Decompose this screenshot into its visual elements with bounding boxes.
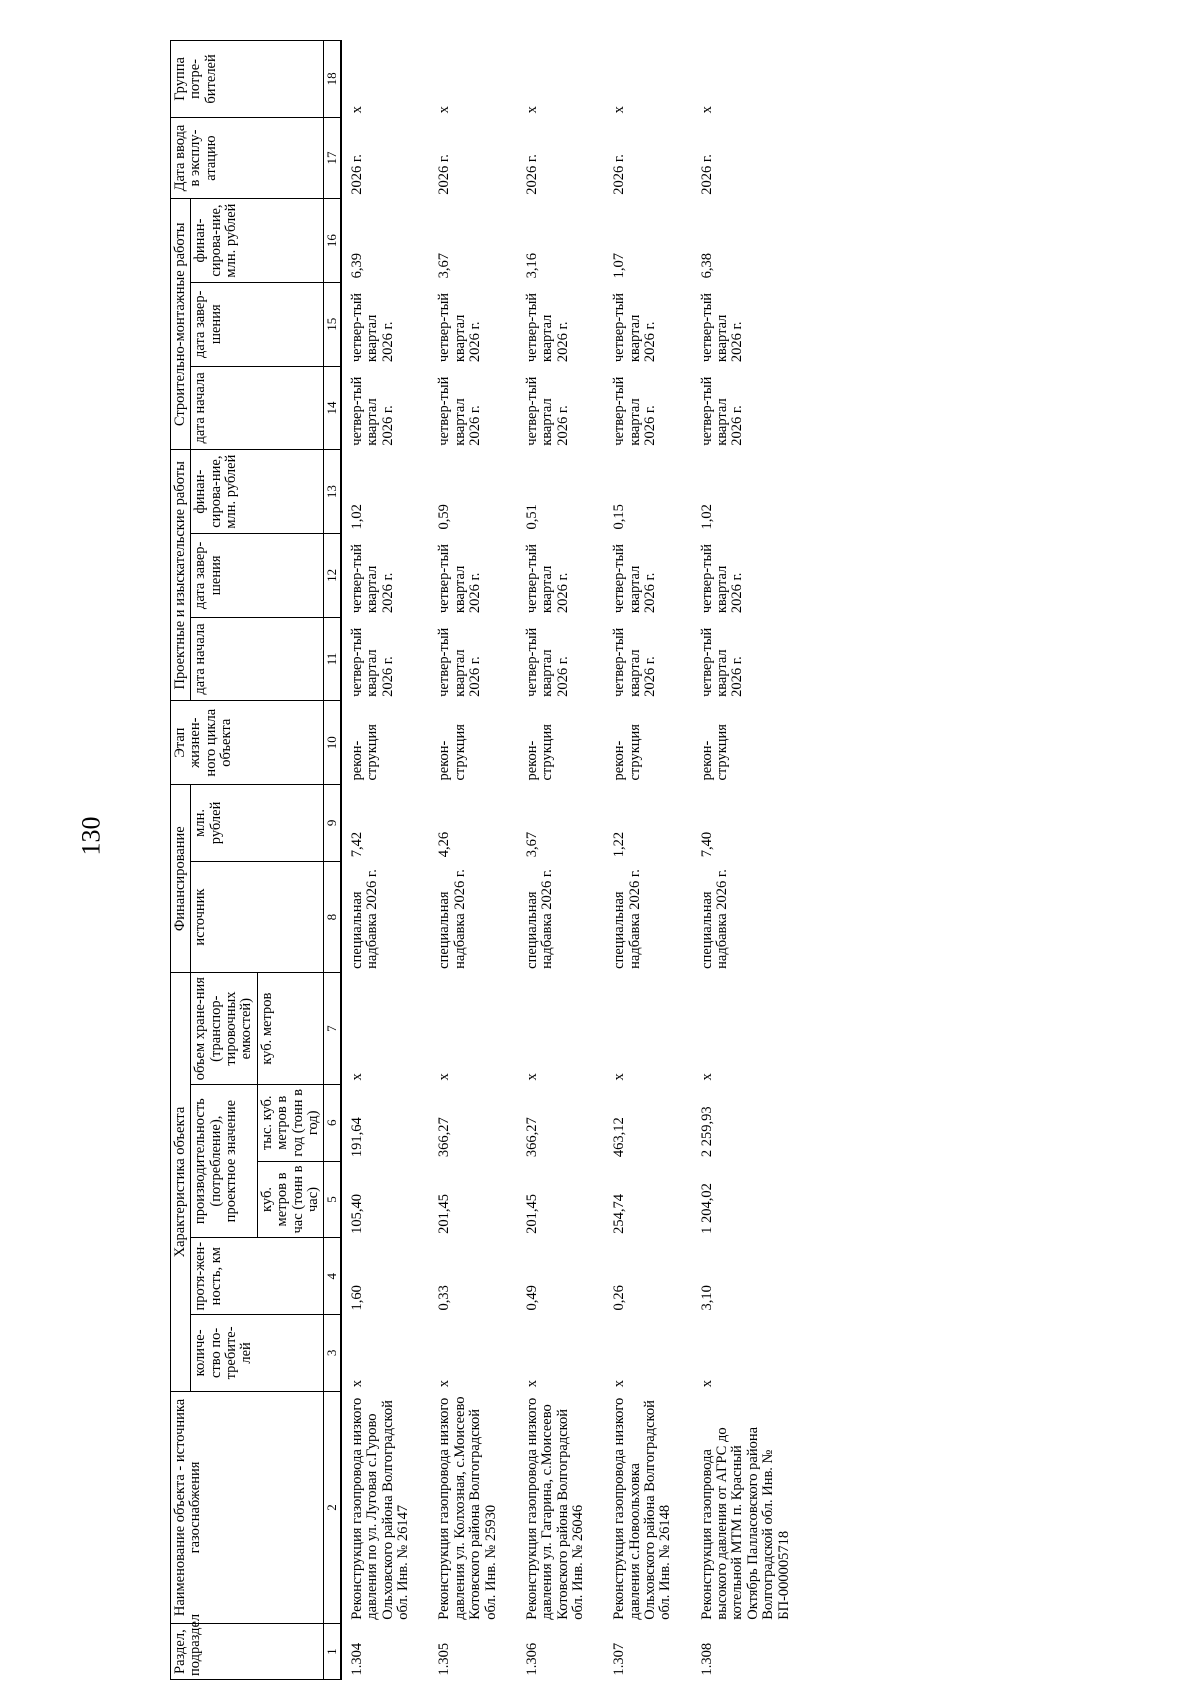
- cell-per-hour: 201,45: [523, 1193, 540, 1234]
- cell-storage: x: [436, 1073, 453, 1081]
- header-consumers-count: количе-ство по-требите-лей: [191, 1315, 324, 1392]
- cell-design-fin: 1,02: [349, 504, 365, 530]
- column-number: 18: [324, 41, 341, 118]
- header-per-hour: куб. метров в час (тонн в час): [257, 1161, 323, 1238]
- cell-source: специальная надбавка 2026 г.: [436, 869, 468, 969]
- header-construction-start: дата начала: [191, 366, 324, 450]
- table-header: [171, 41, 342, 1680]
- header-section: Раздел, подраздел: [171, 1624, 324, 1680]
- cell-length: 0,26: [611, 1285, 628, 1311]
- cell-commission-date: 2026 г.: [698, 154, 715, 195]
- header-source: источник: [191, 861, 324, 973]
- header-storage-unit: куб. метров: [257, 973, 323, 1085]
- cell-object-name: Реконструкция газопровода низкого давления ул. Колхозная, с.Моисеево Котовского района Волгоградской обл. Инв. № 25930: [436, 1396, 499, 1620]
- cell-length: 0,49: [523, 1285, 540, 1311]
- cell-construction-start: четвер-тый квартал 2026 г.: [523, 376, 571, 446]
- cell-per-hour: 1 204,02: [698, 1183, 715, 1234]
- header-design-end: дата завер-шения: [191, 533, 324, 617]
- cell-source: специальная надбавка 2026 г.: [523, 869, 556, 969]
- cell-source: специальная надбавка 2026 г.: [349, 869, 381, 969]
- cell-per-year: 366,27: [523, 1117, 540, 1158]
- cell-construction-end: четвер-тый квартал 2026 г.: [349, 292, 396, 363]
- column-number: 4: [324, 1238, 341, 1315]
- cell-construction-start: четвер-тый квартал 2026 г.: [698, 376, 746, 446]
- cell-storage: x: [611, 1073, 628, 1081]
- cell-per-hour: 201,45: [436, 1193, 453, 1234]
- cell-consumers: x: [349, 1380, 365, 1388]
- cell-construction-start: четвер-тый квартал 2026 г.: [611, 376, 659, 446]
- cell-construction-end: четвер-тый квартал 2026 г.: [611, 292, 659, 363]
- header-construction-end: дата завер-шения: [191, 282, 324, 366]
- cell-design-start: четвер-тый квартал 2026 г.: [698, 627, 746, 697]
- cell-lifecycle-stage: рекон-струкция: [349, 724, 381, 781]
- page-number: 130: [76, 816, 106, 856]
- cell-object-name: Реконструкция газопровода низкого давления ул. Гагарина, с.Моисеево Котовского района Волгоградской обл. Инв. № 26046: [523, 1397, 586, 1620]
- header-commission-date: Дата ввода в эксплу-атацию: [171, 117, 324, 198]
- cell-design-end: четвер-тый квартал 2026 г.: [436, 543, 484, 614]
- header-lifecycle: Этап жизнен-ного цикла объекта: [171, 701, 324, 785]
- cell-financing-mln: 7,40: [698, 831, 715, 858]
- cell-construction-fin: 6,39: [349, 253, 365, 279]
- cell-storage: x: [349, 1073, 365, 1081]
- column-number: 15: [324, 282, 341, 366]
- cell-consumers: x: [698, 1380, 715, 1388]
- header-construction-fin: финан-сирова-ние, млн. рублей: [191, 199, 324, 283]
- cell-source: специальная надбавка 2026 г.: [611, 869, 643, 969]
- cell-storage: x: [523, 1073, 540, 1081]
- cell-design-end: четвер-тый квартал 2026 г.: [523, 543, 571, 614]
- cell-financing-mln: 4,26: [436, 831, 453, 858]
- cell-section-id: 1.307: [611, 1642, 628, 1676]
- cell-lifecycle-stage: рекон-струкция: [698, 724, 731, 781]
- cell-consumer-group: x: [436, 106, 453, 114]
- cell-construction-fin: 6,38: [698, 253, 715, 279]
- table-row: [692, 41, 810, 1680]
- cell-per-year: 366,27: [436, 1117, 453, 1158]
- cell-commission-date: 2026 г.: [349, 154, 365, 195]
- column-number: 17: [324, 117, 341, 198]
- cell-lifecycle-stage: рекон-струкция: [611, 724, 643, 781]
- cell-per-year: 191,64: [349, 1117, 365, 1158]
- cell-design-end: четвер-тый квартал 2026 г.: [349, 543, 396, 614]
- cell-construction-end: четвер-тый квартал 2026 г.: [436, 292, 484, 363]
- cell-consumer-group: x: [349, 106, 365, 114]
- header-storage: объем хране-ния (транспор-тировочных емкостей): [191, 973, 257, 1085]
- cell-financing-mln: 7,42: [349, 831, 365, 858]
- cell-consumer-group: x: [698, 106, 715, 114]
- cell-length: 1,60: [349, 1285, 365, 1311]
- header-design-fin: финан-сирова-ние, млн. рублей: [191, 450, 324, 534]
- table-row: [341, 41, 429, 1680]
- rotated-table-container: [170, 40, 1200, 1680]
- cell-per-year: 2 259,93: [698, 1106, 715, 1158]
- cell-per-year: 463,12: [611, 1117, 628, 1158]
- cell-object-name: Реконструкция газопровода высокого давления от АГРС до котельной МТМ п. Красный Октябрь Палласовского района Волгоградской обл. Инв. № БП-000005718: [698, 1426, 792, 1620]
- cell-commission-date: 2026 г.: [436, 154, 453, 195]
- cell-design-start: четвер-тый квартал 2026 г.: [611, 627, 659, 697]
- cell-design-start: четвер-тый квартал 2026 г.: [436, 627, 484, 697]
- column-number: 1: [324, 1624, 341, 1680]
- cell-lifecycle-stage: рекон-струкция: [523, 724, 556, 781]
- header-characteristics: Характеристика объекта: [171, 973, 191, 1391]
- cell-section-id: 1.305: [436, 1642, 453, 1676]
- column-number: 7: [324, 973, 341, 1085]
- cell-construction-end: четвер-тый квартал 2026 г.: [698, 292, 746, 363]
- cell-object-name: Реконструкция газопровода низкого давления с.Новоольховка Ольховского района Волгоградской обл. Инв. № 26148: [611, 1397, 674, 1620]
- cell-design-start: четвер-тый квартал 2026 г.: [523, 627, 571, 697]
- cell-financing-mln: 1,22: [611, 831, 628, 858]
- column-number: 14: [324, 366, 341, 450]
- gas-objects-table: [170, 40, 810, 1680]
- cell-source: специальная надбавка 2026 г.: [698, 869, 731, 969]
- cell-construction-fin: 1,07: [611, 253, 628, 279]
- header-financing: Финансирование: [171, 785, 191, 973]
- header-design-works: Проектные и изыскательские работы: [171, 450, 191, 701]
- header-design-start: дата начала: [191, 617, 324, 701]
- cell-section-id: 1.304: [349, 1642, 365, 1676]
- cell-lifecycle-stage: рекон-струкция: [436, 724, 468, 781]
- column-number: 12: [324, 533, 341, 617]
- column-number: 13: [324, 450, 341, 534]
- cell-commission-date: 2026 г.: [523, 154, 540, 195]
- cell-construction-end: четвер-тый квартал 2026 г.: [523, 292, 571, 363]
- cell-design-end: четвер-тый квартал 2026 г.: [611, 543, 659, 614]
- cell-consumer-group: x: [611, 106, 628, 114]
- cell-object-name: Реконструкция газопровода низкого давления по ул. Луговая с.Гурово Ольховского района Волгоградской обл. Инв. № 26147: [349, 1397, 412, 1620]
- cell-per-hour: 105,40: [349, 1193, 365, 1234]
- column-numbers-row: [324, 41, 341, 1680]
- cell-section-id: 1.306: [523, 1642, 540, 1676]
- column-number: 9: [324, 785, 341, 862]
- cell-consumers: x: [611, 1380, 628, 1388]
- cell-construction-start: четвер-тый квартал 2026 г.: [436, 376, 484, 446]
- cell-design-start: четвер-тый квартал 2026 г.: [349, 627, 396, 697]
- column-number: 11: [324, 617, 341, 701]
- cell-consumers: x: [436, 1380, 453, 1388]
- cell-financing-mln: 3,67: [523, 831, 540, 858]
- table-body: [341, 41, 810, 1680]
- header-consumer-group: Группа потре-бителей: [171, 41, 324, 118]
- cell-consumer-group: x: [523, 106, 540, 114]
- header-name: Наименование объекта - источника газоснабжения: [171, 1391, 324, 1623]
- cell-storage: x: [698, 1073, 715, 1081]
- cell-commission-date: 2026 г.: [611, 154, 628, 195]
- cell-design-fin: 0,51: [523, 504, 540, 530]
- header-length: протя-жен-ность, км: [191, 1238, 324, 1315]
- column-number: 2: [324, 1391, 341, 1623]
- cell-design-end: четвер-тый квартал 2026 г.: [698, 543, 746, 614]
- column-number: 8: [324, 861, 341, 973]
- cell-construction-fin: 3,67: [436, 253, 453, 279]
- cell-section-id: 1.308: [698, 1642, 715, 1676]
- column-number: 3: [324, 1315, 341, 1392]
- cell-consumers: x: [523, 1380, 540, 1388]
- table-row: [429, 41, 516, 1680]
- column-number: 16: [324, 199, 341, 283]
- column-number: 6: [324, 1084, 341, 1161]
- header-per-year: тыс. куб. метров в год (тонн в год): [257, 1084, 323, 1161]
- table-row: [517, 41, 604, 1680]
- cell-construction-start: четвер-тый квартал 2026 г.: [349, 376, 396, 446]
- column-number: 5: [324, 1161, 341, 1238]
- header-construction-works: Строительно-монтажные работы: [171, 199, 191, 450]
- header-fin-mln: млн. рублей: [191, 785, 324, 862]
- cell-length: 3,10: [698, 1285, 715, 1311]
- header-capacity: производительность (потребление), проектное значение: [191, 1084, 257, 1237]
- table-row: [604, 41, 691, 1680]
- cell-design-fin: 0,15: [611, 504, 628, 530]
- cell-length: 0,33: [436, 1285, 453, 1311]
- cell-per-hour: 254,74: [611, 1193, 628, 1234]
- cell-design-fin: 1,02: [698, 504, 715, 530]
- column-number: 10: [324, 701, 341, 785]
- cell-construction-fin: 3,16: [523, 253, 540, 279]
- cell-design-fin: 0,59: [436, 504, 453, 530]
